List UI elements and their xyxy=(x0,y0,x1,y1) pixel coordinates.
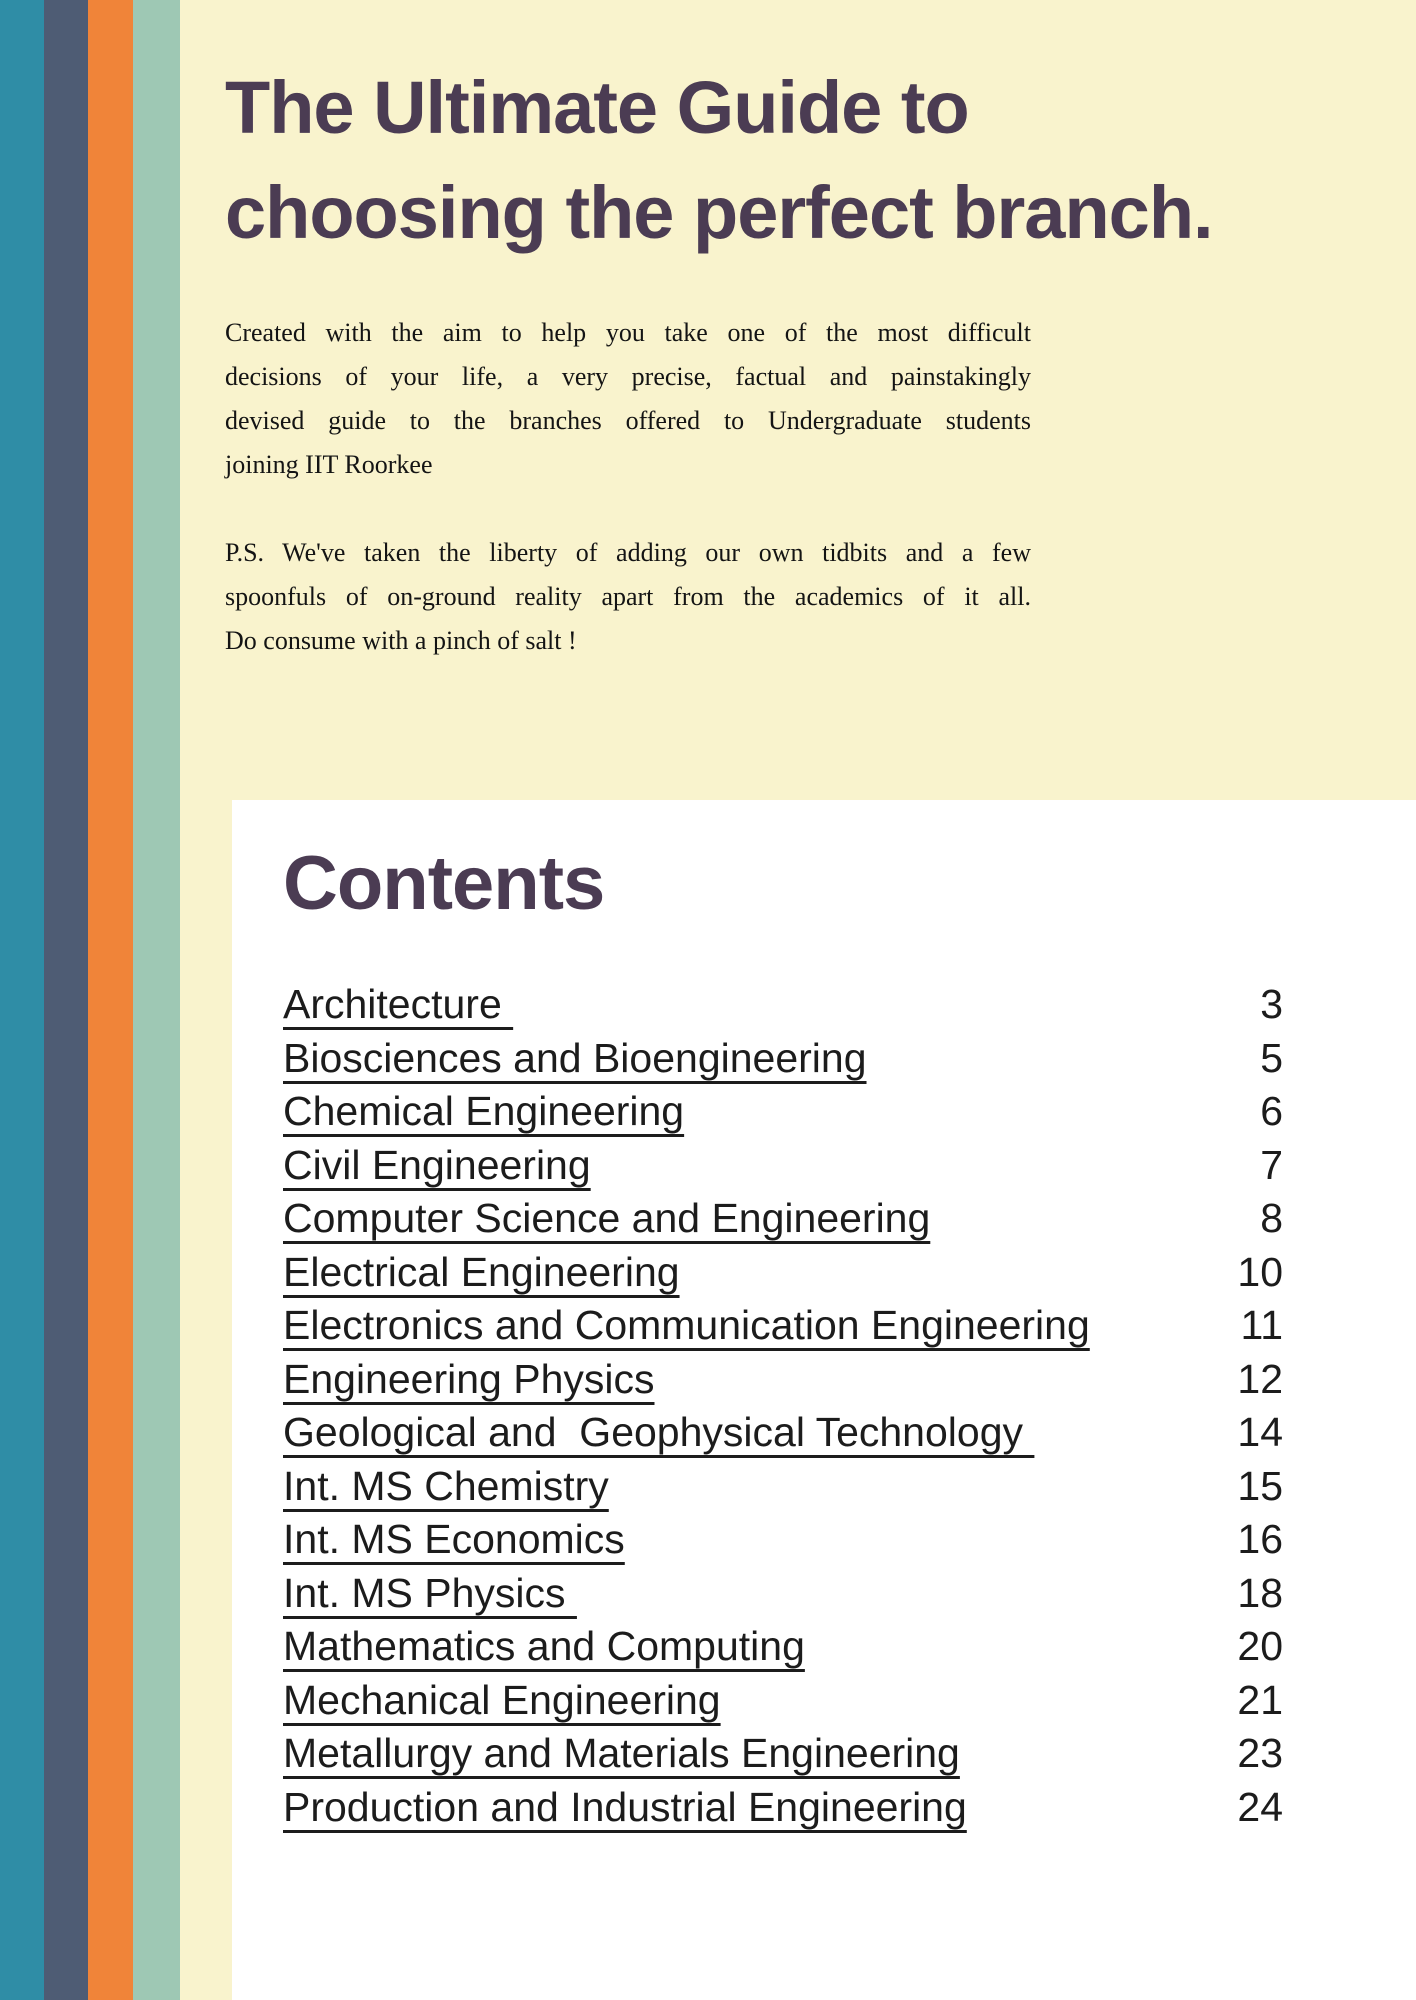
page-title-line1: The Ultimate Guide to xyxy=(225,66,969,149)
contents-card xyxy=(232,800,1416,2000)
toc-row xyxy=(283,1675,1283,1729)
toc-entry-link[interactable]: Civil Engineering xyxy=(283,1141,591,1188)
toc-entry-link[interactable]: Int. MS Physics xyxy=(283,1569,577,1616)
toc-row xyxy=(283,1407,1283,1461)
toc-page-number: 8 xyxy=(1260,1195,1283,1241)
stripe-orange xyxy=(88,0,133,2000)
toc-row xyxy=(283,1193,1283,1247)
toc-entry-link[interactable]: Architecture xyxy=(283,981,514,1027)
toc-entry-link[interactable]: Production and Industrial Engineering xyxy=(283,1783,967,1830)
toc-entry-link[interactable]: Int. MS Economics xyxy=(283,1516,625,1562)
stripe-teal xyxy=(0,0,44,2000)
toc-row xyxy=(283,1621,1283,1675)
page-title-line2: choosing the perfect branch. xyxy=(225,171,1213,254)
toc-entry-link[interactable]: Biosciences and Bioengineering xyxy=(283,1034,867,1081)
toc-page-number: 18 xyxy=(1237,1569,1283,1616)
toc-page-number: 11 xyxy=(1240,1302,1283,1348)
paragraph-line: decisions of your life, a very precise, factual and painstakingly xyxy=(225,362,1031,391)
toc-row xyxy=(283,1728,1283,1782)
paragraph-line: P.S. We've taken the liberty of adding our own tidbits and a few xyxy=(225,538,1031,567)
toc-entry-link[interactable]: Electrical Engineering xyxy=(283,1248,680,1295)
toc-page-number: 20 xyxy=(1237,1623,1283,1669)
toc-entry-link[interactable]: Mechanical Engineering xyxy=(283,1676,721,1723)
toc-page-number: 7 xyxy=(1260,1141,1283,1188)
toc-page-number: 12 xyxy=(1237,1355,1283,1402)
hero-section xyxy=(225,55,1365,707)
toc-page-number: 23 xyxy=(1237,1730,1283,1776)
toc-entry-link[interactable]: Computer Science and Engineering xyxy=(283,1195,931,1241)
toc-page-number: 24 xyxy=(1237,1783,1283,1830)
toc-row xyxy=(283,1514,1283,1568)
intro-paragraph xyxy=(225,311,1031,487)
toc-entry-link[interactable]: Geological and Geophysical Technology xyxy=(283,1409,1035,1455)
toc-entry-link[interactable]: Engineering Physics xyxy=(283,1355,655,1402)
toc-page-number: 16 xyxy=(1237,1516,1283,1562)
intro-paragraphs xyxy=(225,311,1031,663)
decorative-stripes xyxy=(0,0,180,2000)
contents-heading: Contents xyxy=(283,841,605,926)
toc-row xyxy=(283,1782,1283,1836)
paragraph-line: Created with the aim to help you take one of the most difficult xyxy=(225,318,1031,347)
paragraph-line: spoonfuls of on-ground reality apart from the academics of it all. xyxy=(225,582,1031,611)
toc-row xyxy=(283,1568,1283,1622)
toc-page-number: 15 xyxy=(1237,1462,1283,1509)
toc-row xyxy=(283,1033,1283,1087)
toc-page-number: 14 xyxy=(1237,1409,1283,1455)
toc-entry-link[interactable]: Mathematics and Computing xyxy=(283,1623,805,1669)
toc-row xyxy=(283,1300,1283,1354)
toc-page-number: 21 xyxy=(1237,1676,1283,1723)
toc-page-number: 3 xyxy=(1260,981,1283,1027)
toc-page-number: 10 xyxy=(1237,1248,1283,1295)
toc-entry-link[interactable]: Metallurgy and Materials Engineering xyxy=(283,1730,960,1776)
paragraph-line: Do consume with a pinch of salt ! xyxy=(225,626,577,655)
table-of-contents xyxy=(283,979,1283,1835)
toc-page-number: 6 xyxy=(1260,1088,1283,1134)
paragraph-line: joining IIT Roorkee xyxy=(225,450,433,479)
paragraph-line: devised guide to the branches offered to Undergraduate students xyxy=(225,406,1031,435)
toc-page-number: 5 xyxy=(1260,1034,1283,1081)
toc-row xyxy=(283,1247,1283,1301)
toc-row xyxy=(283,1354,1283,1408)
intro-paragraph xyxy=(225,531,1031,663)
page-title xyxy=(225,55,1365,265)
toc-row xyxy=(283,1140,1283,1194)
toc-row xyxy=(283,979,1283,1033)
toc-entry-link[interactable]: Electronics and Communication Engineering xyxy=(283,1302,1090,1348)
stripe-slate xyxy=(44,0,88,2000)
stripe-sage xyxy=(133,0,180,2000)
toc-row xyxy=(283,1086,1283,1140)
toc-entry-link[interactable]: Chemical Engineering xyxy=(283,1088,685,1134)
toc-row xyxy=(283,1461,1283,1515)
toc-entry-link[interactable]: Int. MS Chemistry xyxy=(283,1462,609,1509)
